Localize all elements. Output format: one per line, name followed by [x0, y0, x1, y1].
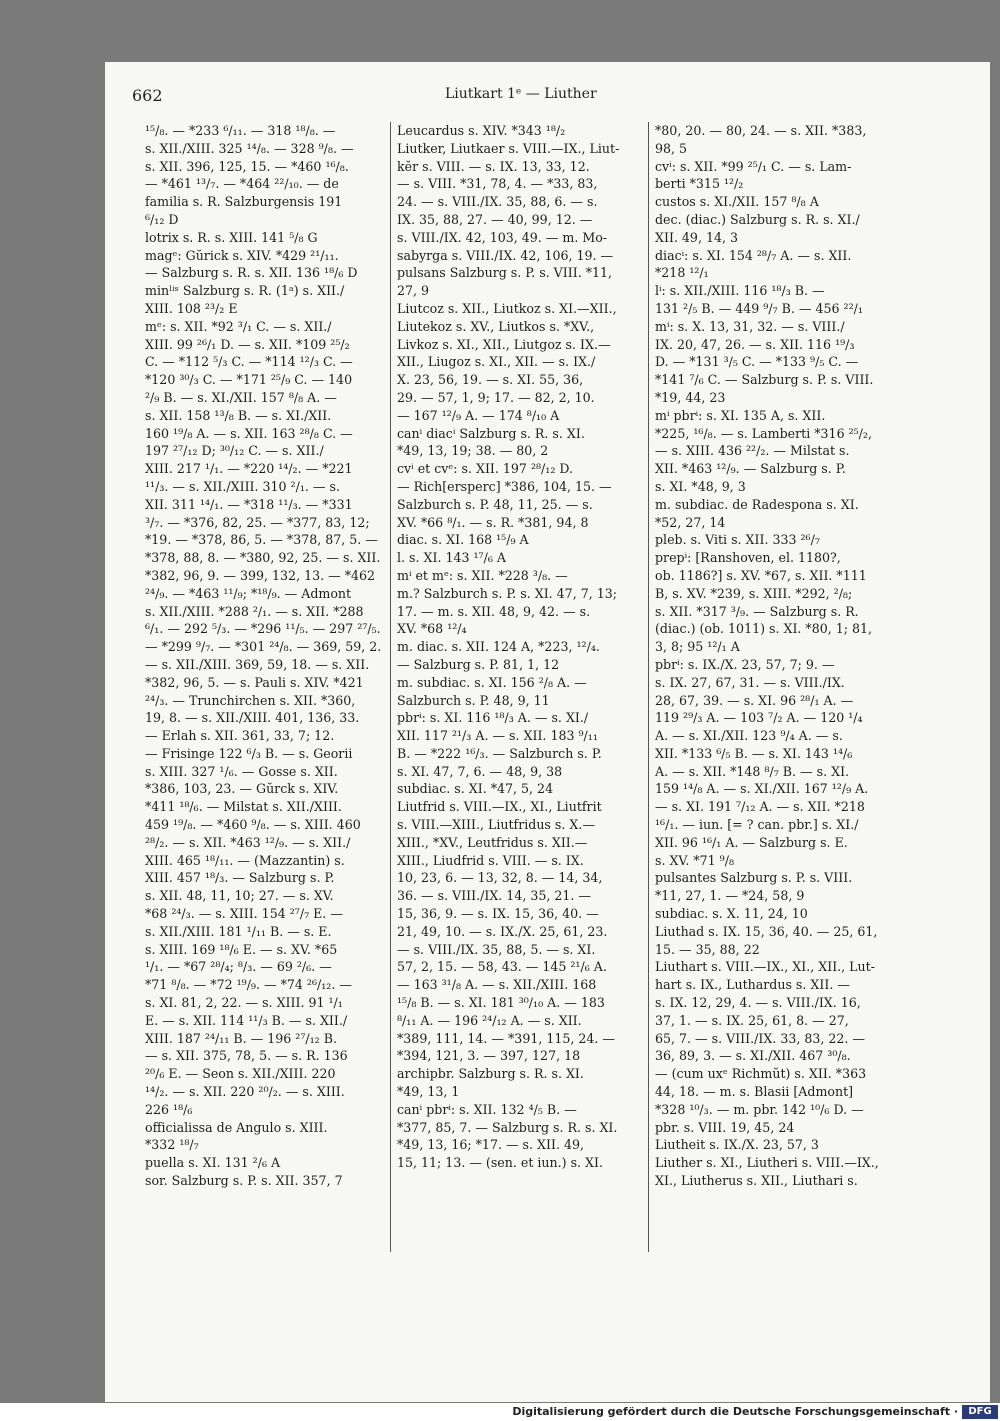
entry-line: 36, 89, 3. — s. XI./XII. 467 ³⁰/₈.: [655, 1048, 851, 1064]
entry-line: *49, 13, 1: [397, 1084, 460, 1100]
entry-line: pbrⁱ: s. IX./X. 23, 57, 7; 9. —: [655, 656, 835, 672]
entry-line: *19. — *378, 86, 5. — *378, 87, 5. —: [145, 532, 378, 548]
entry-line: XII. 117 ²¹/₃ A. — s. XII. 183 ⁹/₁₁: [397, 728, 598, 744]
entry-line: mⁱ pbrⁱ: s. XI. 135 A, s. XII.: [655, 407, 826, 423]
running-head: Liutkart 1ᵉ — Liuther: [445, 86, 597, 102]
entry-line: 160 ¹⁹/₈ A. — s. XII. 163 ²⁸/₈ C. —: [145, 425, 353, 441]
entry-line: XV. *68 ¹²/₄: [397, 621, 467, 637]
entry-line: *68 ²⁴/₃. — s. XIII. 154 ²⁷/₇ E. —: [145, 906, 343, 922]
entry-line: puella s. XI. 131 ²/₆ A: [145, 1155, 281, 1171]
entry-line: 19, 8. — s. XII./XIII. 401, 136, 33.: [145, 710, 360, 726]
entry-line: s. VIII.—XIII., Liutfridus s. X.—: [397, 817, 595, 833]
entry-line: berti *315 ¹²/₂: [655, 176, 744, 192]
entry-line: 37, 1. — s. IX. 25, 61, 8. — 27,: [655, 1012, 849, 1028]
entry-line: dec. (diac.) Salzburg s. R. s. XI./: [655, 211, 860, 227]
entry-line: C. — *112 ⁵/₃ C. — *114 ¹²/₃ C. —: [145, 354, 353, 370]
entry-line: sabyrga s. VIII./IX. 42, 106, 19. —: [397, 247, 614, 263]
entry-line: *141 ⁷/₆ C. — Salzburg s. P. s. VIII.: [655, 372, 874, 388]
entry-line: B, s. XV. *239, s. XIII. *292, ²/₈;: [655, 585, 853, 601]
entry-line: A. — s. XI./XII. 123 ⁹/₄ A. — s.: [655, 728, 843, 744]
entry-line: Livkoz s. XI., XII., Liutgoz s. IX.—: [397, 336, 611, 352]
entry-line: XIII., *XV., Leutfridus s. XII.—: [397, 834, 588, 850]
entry-line: *11, 27, 1. — *24, 58, 9: [655, 888, 805, 904]
entry-line: mⁱ et mᵉ: s. XII. *228 ³/₈. —: [397, 567, 568, 583]
entry-line: 28, 67, 39. — s. XI. 96 ²⁸/₁ A. —: [655, 692, 854, 708]
entry-line: sor. Salzburg s. P. s. XII. 357, 7: [145, 1173, 343, 1189]
dfg-logo-icon: DFG: [962, 1405, 998, 1419]
footer-bar: [0, 1403, 1000, 1421]
entry-line: *382, 96, 9. — 399, 132, 13. — *462: [145, 567, 376, 583]
entry-line: *411 ¹⁸/₆. — Milstat s. XII./XIII.: [145, 799, 342, 815]
entry-line: 10, 23, 6. — 13, 32, 8. — 14, 34,: [397, 870, 603, 886]
entry-line: XIII. 217 ¹/₁. — *220 ¹⁴/₂. — *221: [145, 461, 353, 477]
entry-line: XII. 96 ¹⁶/₁ A. — Salzburg s. E.: [655, 834, 848, 850]
entry-line: — *299 ⁹/₇. — *301 ²⁴/₈. — 369, 59, 2.: [145, 639, 382, 655]
entry-line: ²⁴/₃. — Trunchirchen s. XII. *360,: [145, 692, 356, 708]
entry-line: — (cum uxᵉ Richmŭt) s. XII. *363: [655, 1066, 867, 1082]
entry-line: archipbr. Salzburg s. R. s. XI.: [397, 1066, 584, 1082]
entry-line: 29. — 57, 1, 9; 17. — 82, 2, 10.: [397, 389, 595, 405]
entry-line: *52, 27, 14: [655, 514, 726, 530]
column-left: [145, 122, 385, 1190]
entry-line: XIII. 187 ²⁴/₁₁ B. — 196 ²⁷/₁₂ B.: [145, 1030, 337, 1046]
entry-line: minˡⁱˢ Salzburg s. R. (1ᵃ) s. XII./: [145, 283, 345, 299]
entry-line: ¹⁵/₈. — *233 ⁶/₁₁. — 318 ¹⁸/₈. —: [145, 123, 336, 138]
entry-line: pulsantes Salzburg s. P. s. VIII.: [655, 870, 853, 886]
entry-line: 15, 36, 9. — s. IX. 15, 36, 40. —: [397, 906, 599, 922]
entry-line: canⁱ diacⁱ Salzburg s. R. s. XI.: [397, 425, 585, 441]
entry-line: ²⁴/₉. — *463 ¹¹/₉; *¹⁸/₉. — Admont: [145, 585, 352, 601]
entry-line: Liutheit s. IX./X. 23, 57, 3: [655, 1137, 819, 1153]
entry-line: *19, 44, 23: [655, 389, 726, 405]
entry-line: — s. VIII. *31, 78, 4. — *33, 83,: [397, 176, 598, 192]
entry-line: 131 ²/₅ B. — 449 ⁹/₇ B. — 456 ²²/₁: [655, 300, 863, 316]
entry-line: s. XII. 48, 11, 10; 27. — s. XV.: [145, 888, 334, 904]
entry-line: — 163 ³¹/₈ A. — s. XII./XIII. 168: [397, 977, 597, 993]
entry-line: s. IX. 27, 67, 31. — s. VIII./IX.: [655, 674, 845, 690]
entry-line: s. XI. 81, 2, 22. — s. XIII. 91 ¹/₁: [145, 995, 343, 1011]
entry-line: ⁸/₁₁ A. — 196 ²⁴/₁₂ A. — s. XII.: [397, 1012, 582, 1028]
entry-line: hart s. IX., Luthardus s. XII. —: [655, 977, 850, 993]
entry-line: ⁶/₁₂ D: [145, 211, 179, 227]
entry-line: XIII., Liudfrid s. VIII. — s. IX.: [397, 852, 584, 868]
entry-line: s. XIII. 169 ¹⁸/₆ E. — s. XV. *65: [145, 941, 338, 957]
entry-line: D. — *131 ³/₅ C. — *133 ⁹/₅ C. —: [655, 354, 859, 370]
entry-line: — Rich[ersperc] *386, 104, 15. —: [397, 478, 612, 494]
entry-line: ²/₉ B. — s. XI./XII. 157 ⁸/₈ A. —: [145, 389, 337, 405]
column-divider: [648, 122, 649, 1252]
entry-line: Liuthad s. IX. 15, 36, 40. — 25, 61,: [655, 923, 878, 939]
entry-line: 21, 49, 10. — s. IX./X. 25, 61, 23.: [397, 923, 608, 939]
entry-line: — Salzburg s. R. s. XII. 136 ¹⁸/₆ D: [145, 265, 358, 281]
entry-line: ob. 1186?] s. XV. *67, s. XII. *111: [655, 567, 867, 583]
entry-line: B. — *222 ¹⁶/₃. — Salzburch s. P.: [397, 745, 602, 761]
entry-line: s. XII./XIII. 325 ¹⁴/₈. — 328 ⁹/₈. —: [145, 140, 354, 156]
entry-line: *49, 13, 19; 38. — 80, 2: [397, 443, 549, 459]
entry-line: 17. — m. s. XII. 48, 9, 42. — s.: [397, 603, 591, 619]
entry-line: s. XI. *48, 9, 3: [655, 478, 746, 494]
entry-line: s. IX. 12, 29, 4. — s. VIII./IX. 16,: [655, 995, 861, 1011]
entry-line: ¹⁶/₁. — iun. [= ? can. pbr.] s. XI./: [655, 817, 859, 833]
entry-line: — Erlah s. XII. 361, 33, 7; 12.: [145, 728, 335, 744]
entry-line: s. XII. 396, 125, 15. — *460 ¹⁶/₈.: [145, 158, 349, 174]
entry-line: s. XI. 47, 7, 6. — 48, 9, 38: [397, 763, 563, 779]
entry-line: Salzburch s. P. 48, 9, 11: [397, 692, 550, 708]
entry-line: 98, 5: [655, 140, 688, 156]
entry-line: XII. *463 ¹²/₉. — Salzburg s. P.: [655, 461, 846, 477]
entry-line: ³/₇. — *376, 82, 25. — *377, 83, 12;: [145, 514, 370, 530]
entry-line: 159 ¹⁴/₈ A. — s. XI./XII. 167 ¹²/₉ A.: [655, 781, 869, 797]
entry-line: Salzburch s. P. 48, 11, 25. — s.: [397, 496, 593, 512]
entry-line: IX. 20, 47, 26. — s. XII. 116 ¹⁹/₃: [655, 336, 855, 352]
entry-line: canⁱ pbrⁱ: s. XII. 132 ⁴/₅ B. —: [397, 1101, 577, 1117]
entry-line: 57, 2, 15. — 58, 43. — 145 ²¹/₆ A.: [397, 959, 607, 975]
entry-line: XIII. 99 ²⁶/₁ D. — s. XII. *109 ²⁵/₂: [145, 336, 350, 352]
entry-line: — 167 ¹²/₉ A. — 174 ⁸/₁₀ A: [397, 407, 560, 423]
entry-line: subdiac. s. XI. *47, 5, 24: [397, 781, 554, 797]
entry-line: ¹/₁. — *67 ²⁸/₄; ⁸/₃. — 69 ²/₆. —: [145, 959, 332, 975]
entry-line: pbrⁱ: s. XI. 116 ¹⁸/₃ A. — s. XI./: [397, 710, 589, 726]
entry-line: — s. XII./XIII. 369, 59, 18. — s. XII.: [145, 656, 370, 672]
entry-line: *378, 88, 8. — *380, 92, 25. — s. XII.: [145, 550, 381, 566]
entry-line: — s. XIII. 436 ²²/₂. — Milstat s.: [655, 443, 850, 459]
entry-line: *225, ¹⁶/₈. — s. Lamberti *316 ²⁵/₂,: [655, 425, 872, 441]
entry-line: diac. s. XI. 168 ¹⁵/₉ A: [397, 532, 529, 548]
entry-line: 44, 18. — m. s. Blasii [Admont]: [655, 1084, 854, 1100]
entry-line: — s. XII. 375, 78, 5. — s. R. 136: [145, 1048, 348, 1064]
entry-line: s. XII./XIII. *288 ²/₁. — s. XII. *288: [145, 603, 364, 619]
entry-line: Liutker, Liutkaer s. VIII.—IX., Liut-: [397, 140, 620, 156]
entry-line: 15, 11; 13. — (sen. et iun.) s. XI.: [397, 1155, 603, 1171]
entry-line: m. subdiac. de Radespona s. XI.: [655, 496, 859, 512]
entry-line: *377, 85, 7. — Salzburg s. R. s. XI.: [397, 1119, 618, 1135]
entry-line: *80, 20. — 80, 24. — s. XII. *383,: [655, 123, 867, 138]
entry-line: 36. — s. VIII./IX. 14, 35, 21. —: [397, 888, 591, 904]
entry-line: pbr. s. VIII. 19, 45, 24: [655, 1119, 795, 1135]
entry-line: (diac.) (ob. 1011) s. XI. *80, 1; 81,: [655, 621, 873, 637]
entry-line: Liutekoz s. XV., Liutkos s. *XV.,: [397, 318, 595, 334]
entry-line: Liuther s. XI., Liutheri s. VIII.—IX.,: [655, 1155, 879, 1171]
entry-line: 65, 7. — s. VIII./IX. 33, 83, 22. —: [655, 1030, 866, 1046]
entry-line: IX. 35, 88, 27. — 40, 99, 12. —: [397, 211, 593, 227]
entry-line: s. XII./XIII. 181 ¹/₁₁ B. — s. E.: [145, 923, 332, 939]
entry-line: 197 ²⁷/₁₂ D; ³⁰/₁₂ C. — s. XII./: [145, 443, 324, 459]
entry-line: 27, 9: [397, 283, 430, 299]
entry-line: *49, 13, 16; *17. — s. XII. 49,: [397, 1137, 584, 1153]
entry-line: XIII. 108 ²³/₂ E: [145, 300, 238, 316]
entry-line: lⁱ: s. XII./XIII. 116 ¹⁸/₃ B. —: [655, 283, 825, 299]
entry-line: s. VIII./IX. 42, 103, 49. — m. Mo-: [397, 229, 608, 245]
entry-line: — *461 ¹³/₇. — *464 ²²/₁₀. — de: [145, 176, 339, 192]
entry-line: cvⁱ: s. XII. *99 ²⁵/₁ C. — s. Lam-: [655, 158, 852, 174]
entry-line: l. s. XI. 143 ¹⁷/₆ A: [397, 550, 506, 566]
entry-line: magᵉ: Gŭrick s. XIV. *429 ²¹/₁₁.: [145, 247, 339, 263]
entry-line: — Salzburg s. P. 81, 1, 12: [397, 656, 560, 672]
entry-line: pulsans Salzburg s. P. s. VIII. *11,: [397, 265, 613, 281]
entry-line: 3, 8; 95 ¹²/₁ A: [655, 639, 740, 655]
entry-line: XI., Liutherus s. XII., Liuthari s.: [655, 1173, 858, 1189]
entry-line: *394, 121, 3. — 397, 127, 18: [397, 1048, 581, 1064]
entry-line: m. subdiac. s. XI. 156 ²/₈ A. —: [397, 674, 587, 690]
entry-line: officialissa de Angulo s. XIII.: [145, 1119, 328, 1135]
footer-credit: Digitalisierung gefördert durch die Deutsche Forschungsgemeinschaft ·: [512, 1405, 958, 1418]
entry-line: ¹⁴/₂. — s. XII. 220 ²⁰/₂. — s. XIII.: [145, 1084, 345, 1100]
entry-line: *120 ³⁰/₃ C. — *171 ²⁵/₉ C. — 140: [145, 372, 353, 388]
entry-line: Liutfrid s. VIII.—IX., XI., Liutfrit: [397, 799, 602, 815]
entry-line: E. — s. XII. 114 ¹¹/₃ B. — s. XII./: [145, 1012, 348, 1028]
entry-line: 226 ¹⁸/₆: [145, 1101, 193, 1117]
entry-line: A. — s. XII. *148 ⁸/₇ B. — s. XI.: [655, 763, 850, 779]
entry-line: s. XIII. 327 ¹/₆. — Gosse s. XII.: [145, 763, 338, 779]
column-right: [655, 122, 910, 1190]
entry-line: — Frisinge 122 ⁶/₃ B. — s. Georii: [145, 745, 353, 761]
entry-line: — s. XI. 191 ⁷/₁₂ A. — s. XII. *218: [655, 799, 865, 815]
entry-line: *328 ¹⁰/₃. — m. pbr. 142 ¹⁰/₆ D. —: [655, 1101, 864, 1117]
entry-line: XII., Liugoz s. XI., XII. — s. IX./: [397, 354, 596, 370]
entry-line: cvⁱ et cvᵉ: s. XII. 197 ²⁸/₁₂ D.: [397, 461, 574, 477]
entry-line: Liuthart s. VIII.—IX., XI., XII., Lut-: [655, 959, 875, 975]
entry-line: XIII. 465 ¹⁸/₁₁. — (Mazzantin) s.: [145, 852, 345, 868]
entry-line: *386, 103, 23. — Gŭrck s. XIV.: [145, 781, 339, 797]
entry-line: — s. VIII./IX. 35, 88, 5. — s. XI.: [397, 941, 596, 957]
entry-line: ¹¹/₃. — s. XII./XIII. 310 ²/₁. — s.: [145, 478, 340, 494]
entry-line: XV. *66 ⁸/₁. — s. R. *381, 94, 8: [397, 514, 589, 530]
entry-line: *71 ⁸/₈. — *72 ¹⁹/₉. — *74 ²⁶/₁₂. —: [145, 977, 352, 993]
entry-line: Liutcoz s. XII., Liutkoz s. XI.—XII.,: [397, 300, 617, 316]
entry-line: prepⁱ: [Ranshoven, el. 1180?,: [655, 550, 841, 566]
page-number: 662: [132, 86, 163, 105]
entry-line: XII. 311 ¹⁴/₁. — *318 ¹¹/₃. — *331: [145, 496, 353, 512]
entry-line: *218 ¹²/₁: [655, 265, 709, 281]
entry-line: s. XII. 158 ¹³/₈ B. — s. XI./XII.: [145, 407, 332, 423]
entry-line: ²⁰/₆ E. — Seon s. XII./XIII. 220: [145, 1066, 336, 1082]
entry-line: ⁶/₁. — 292 ⁵/₃. — *296 ¹¹/₅. — 297 ²⁷/₅.: [145, 621, 381, 637]
entry-line: 24. — s. VIII./IX. 35, 88, 6. — s.: [397, 194, 598, 210]
entry-line: s. XV. *71 ⁹/₈: [655, 852, 734, 868]
entry-line: mᵉ: s. XII. *92 ³/₁ C. — s. XII./: [145, 318, 332, 334]
entry-line: custos s. XI./XII. 157 ⁸/₈ A: [655, 194, 819, 210]
entry-line: 119 ²⁹/₃ A. — 103 ⁷/₂ A. — 120 ¹/₄: [655, 710, 863, 726]
entry-line: lotrix s. R. s. XIII. 141 ⁵/₈ G: [145, 229, 318, 245]
entry-line: *332 ¹⁸/₇: [145, 1137, 199, 1153]
entry-line: XIII. 457 ¹⁸/₃. — Salzburg s. P.: [145, 870, 335, 886]
entry-line: 459 ¹⁹/₈. — *460 ⁹/₈. — s. XIII. 460: [145, 817, 361, 833]
entry-line: *382, 96, 5. — s. Pauli s. XIV. *421: [145, 674, 364, 690]
entry-line: kĕr s. VIII. — s. IX. 13, 33, 12.: [397, 158, 590, 174]
entry-line: *389, 111, 14. — *391, 115, 24. —: [397, 1030, 616, 1046]
column-divider: [390, 122, 391, 1252]
entry-line: 15. — 35, 88, 22: [655, 941, 760, 957]
entry-line: mⁱ: s. X. 13, 31, 32. — s. VIII./: [655, 318, 845, 334]
entry-line: ¹⁵/₈ B. — s. XI. 181 ³⁰/₁₀ A. — 183: [397, 995, 605, 1011]
entry-line: XII. 49, 14, 3: [655, 229, 738, 245]
column-middle: [397, 122, 647, 1172]
entry-line: Leucardus s. XIV. *343 ¹⁸/₂: [397, 123, 566, 138]
entry-line: X. 23, 56, 19. — s. XI. 55, 36,: [397, 372, 584, 388]
entry-line: subdiac. s. X. 11, 24, 10: [655, 906, 808, 922]
entry-line: m.? Salzburch s. P. s. XI. 47, 7, 13;: [397, 585, 617, 601]
entry-line: m. diac. s. XII. 124 A, *223, ¹²/₄.: [397, 639, 600, 655]
entry-line: XII. *133 ⁶/₅ B. — s. XI. 143 ¹⁴/₆: [655, 745, 853, 761]
entry-line: familia s. R. Salzburgensis 191: [145, 194, 343, 210]
entry-line: diacⁱ: s. XI. 154 ²⁸/₇ A. — s. XII.: [655, 247, 852, 263]
entry-line: s. XII. *317 ³/₉. — Salzburg s. R.: [655, 603, 859, 619]
entry-line: pleb. s. Viti s. XII. 333 ²⁶/₇: [655, 532, 820, 548]
entry-line: ²⁸/₂. — s. XII. *463 ¹²/₉. — s. XII./: [145, 834, 351, 850]
